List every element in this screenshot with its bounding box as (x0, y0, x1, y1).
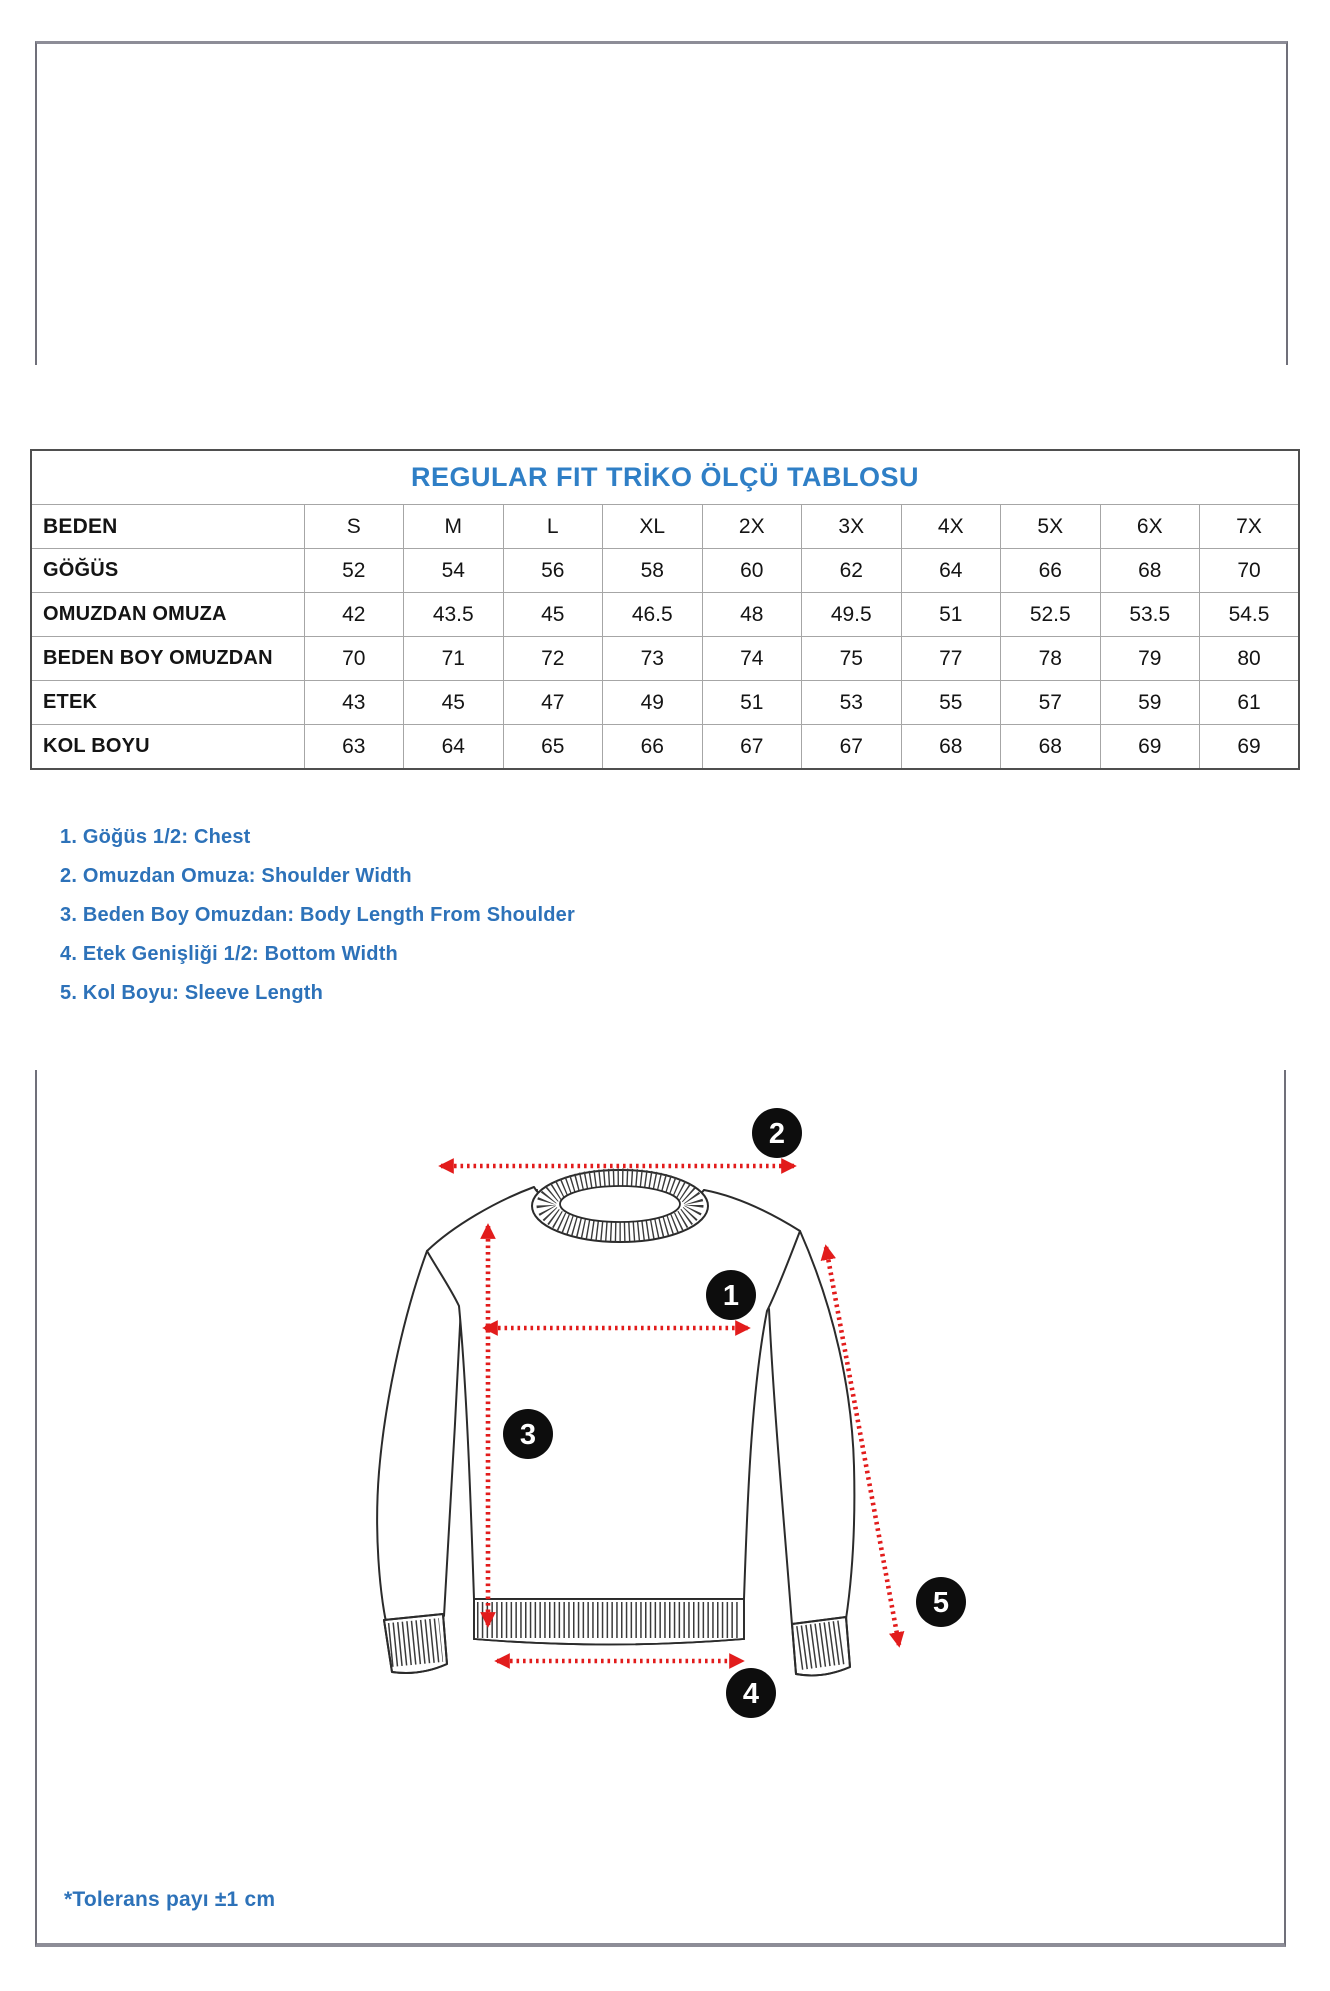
size-table-title-row (31, 450, 1299, 505)
size-value-cell: 64 (404, 725, 504, 770)
size-value-cell: 70 (304, 637, 404, 681)
size-value-cell: 45 (404, 681, 504, 725)
size-value-cell: 51 (702, 681, 802, 725)
size-column-header: M (404, 505, 504, 549)
measurement-row-label: GÖĞÜS (31, 549, 304, 593)
size-value-cell: 53 (802, 681, 902, 725)
measurement-row-label: ETEK (31, 681, 304, 725)
measurement-legend (60, 826, 575, 1021)
size-table-title: REGULAR FIT TRİKO ÖLÇÜ TABLOSU (31, 450, 1299, 505)
size-value-cell: 69 (1200, 725, 1300, 770)
size-value-cell: 78 (1001, 637, 1101, 681)
sweater-measurement-diagram (200, 1090, 1000, 1910)
size-value-cell: 63 (304, 725, 404, 770)
badge-5-label: 5 (932, 1587, 950, 1619)
size-value-cell: 71 (404, 637, 504, 681)
legend-item: 2. Omuzdan Omuza: Shoulder Width (60, 865, 412, 887)
size-value-cell: 43 (304, 681, 404, 725)
empty-image-placeholder (35, 41, 1288, 365)
size-value-cell: 49.5 (802, 593, 902, 637)
size-table-row (31, 549, 1299, 593)
size-value-cell: 66 (603, 725, 703, 770)
size-value-cell: 52.5 (1001, 593, 1101, 637)
size-value-cell: 52 (304, 549, 404, 593)
size-value-cell: 61 (1200, 681, 1300, 725)
size-value-cell: 48 (702, 593, 802, 637)
size-value-cell: 42 (304, 593, 404, 637)
size-table (30, 449, 1300, 770)
badge-4-label: 4 (742, 1678, 760, 1710)
legend-item: 1. Göğüs 1/2: Chest (60, 826, 251, 848)
size-value-cell: 55 (901, 681, 1001, 725)
measurement-row-label: KOL BOYU (31, 725, 304, 770)
size-table-row (31, 593, 1299, 637)
size-value-cell: 62 (802, 549, 902, 593)
size-value-cell: 56 (503, 549, 603, 593)
legend-item: 3. Beden Boy Omuzdan: Body Length From Shoulder (60, 904, 575, 926)
measurement-row-label: OMUZDAN OMUZA (31, 593, 304, 637)
size-value-cell: 58 (603, 549, 703, 593)
size-value-cell: 53.5 (1100, 593, 1200, 637)
size-value-cell: 67 (702, 725, 802, 770)
size-value-cell: 64 (901, 549, 1001, 593)
size-value-cell: 68 (1100, 549, 1200, 593)
size-column-header: 2X (702, 505, 802, 549)
size-table-row (31, 637, 1299, 681)
size-value-cell: 77 (901, 637, 1001, 681)
size-value-cell: 59 (1100, 681, 1200, 725)
size-column-header: S (304, 505, 404, 549)
size-value-cell: 75 (802, 637, 902, 681)
sweater-collar (532, 1170, 708, 1242)
size-value-cell: 43.5 (404, 593, 504, 637)
size-value-cell: 46.5 (603, 593, 703, 637)
size-value-cell: 60 (702, 549, 802, 593)
size-value-cell: 65 (503, 725, 603, 770)
size-table-row (31, 725, 1299, 770)
size-table-corner-header: BEDEN (31, 505, 304, 549)
size-value-cell: 74 (702, 637, 802, 681)
size-column-header: 3X (802, 505, 902, 549)
size-value-cell: 68 (901, 725, 1001, 770)
measurement-row-label: BEDEN BOY OMUZDAN (31, 637, 304, 681)
size-value-cell: 47 (503, 681, 603, 725)
badge-2-label: 2 (768, 1118, 786, 1150)
size-column-header: 4X (901, 505, 1001, 549)
tolerance-note: *Tolerans payı ±1 cm (64, 1888, 276, 1911)
size-value-cell: 49 (603, 681, 703, 725)
size-table-row (31, 681, 1299, 725)
size-value-cell: 54.5 (1200, 593, 1300, 637)
badge-1-label: 1 (722, 1280, 740, 1312)
size-value-cell: 73 (603, 637, 703, 681)
size-value-cell: 54 (404, 549, 504, 593)
size-value-cell: 66 (1001, 549, 1101, 593)
size-column-header: 7X (1200, 505, 1300, 549)
legend-item: 5. Kol Boyu: Sleeve Length (60, 982, 324, 1004)
size-value-cell: 67 (802, 725, 902, 770)
size-table-header-row (31, 505, 1299, 549)
size-column-header: 6X (1100, 505, 1200, 549)
size-value-cell: 69 (1100, 725, 1200, 770)
legend-item: 4. Etek Genişliği 1/2: Bottom Width (60, 943, 398, 965)
size-column-header: XL (603, 505, 703, 549)
badge-3-label: 3 (519, 1419, 537, 1451)
size-value-cell: 72 (503, 637, 603, 681)
size-column-header: L (503, 505, 603, 549)
size-value-cell: 45 (503, 593, 603, 637)
sweater-body-outline (427, 1187, 800, 1599)
size-value-cell: 80 (1200, 637, 1300, 681)
size-value-cell: 68 (1001, 725, 1101, 770)
size-value-cell: 57 (1001, 681, 1101, 725)
size-value-cell: 51 (901, 593, 1001, 637)
size-value-cell: 70 (1200, 549, 1300, 593)
size-value-cell: 79 (1100, 637, 1200, 681)
size-column-header: 5X (1001, 505, 1101, 549)
sweater-hem-ribbing (474, 1599, 744, 1645)
